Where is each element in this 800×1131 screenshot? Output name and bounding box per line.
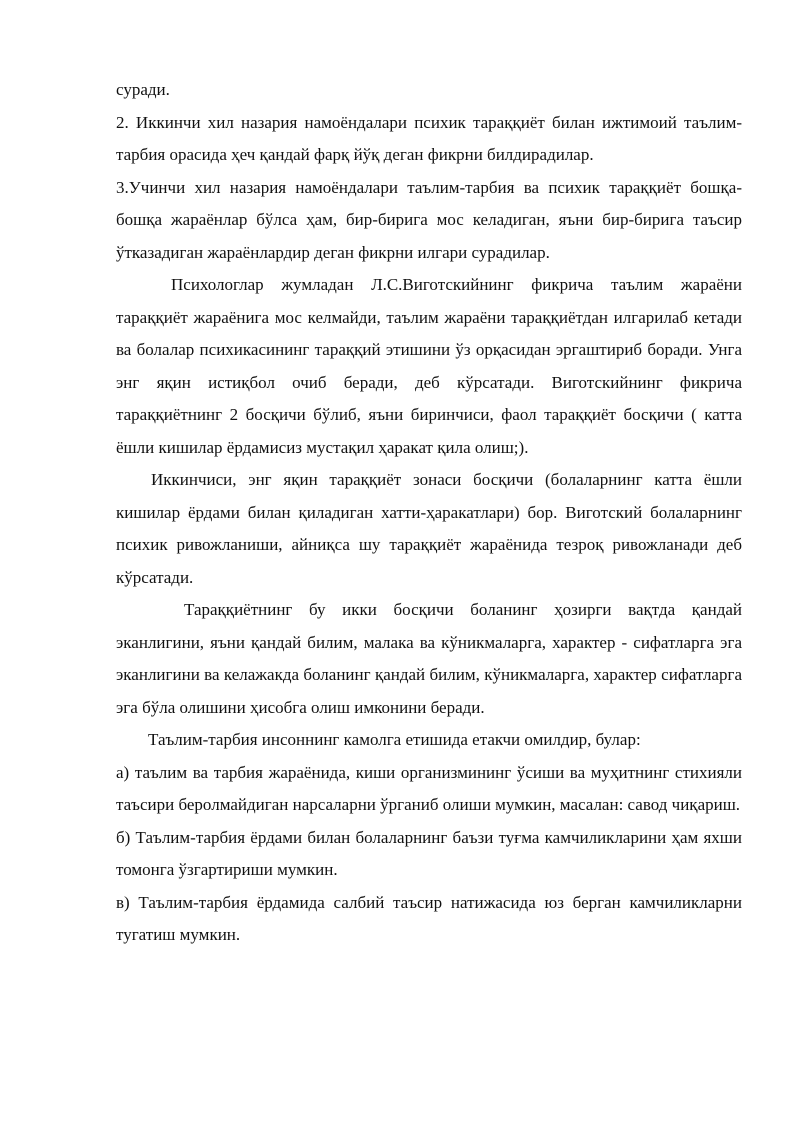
paragraph-vygotsky-view: Психологлар жумладан Л.С.Виготскийнинг фикрича таълим жараёни тараққиёт жараёнига мос келмайди, таълим жараёни тараққиётдан илгарилаб кетади ва болалар психикасининг тараққий этишини ўз орқасидан эргаштириб боради. Унга энг яқин истиқбол очиб беради, деб кўрсатади. Виготскийнинг фикрича тараққиётнинг 2 босқичи бўлиб, яъни биринчиси, фаол тараққиёт босқичи ( катта ёшли кишилар ёрдамисиз мустақил ҳаракат қила олиш;). [116, 275, 742, 457]
document-page [116, 74, 742, 952]
paragraph-education-leading-factor: Таълим-тарбия инсоннинг камолга етишида етакчи омилдир, булар: [148, 730, 641, 749]
paragraph-zone-of-proximal-development: Иккинчиси, энг яқин тараққиёт зонаси босқичи (болаларнинг катта ёшли кишилар ёрдами билан қиладиган хатти-ҳаракатлари) бор. Виготский болаларнинг психик ривожланиши, айниқса шу тараққиёт жараёнида тезроқ ривожланади деб кўрсатади. [116, 470, 742, 587]
paragraph-third-theory: 3.Учинчи хил назария намоёндалари таълим-тарбия ва психик тараққиёт бошқа-бошқа жараёнлар бўлса ҳам, бир-бирига мос келадиган, яъни бир-бирига таъсир ўтказадиган жараёнлардир деган фикрни илгари сурадилар. [116, 177, 742, 262]
list-item-a: а) таълим ва тарбия жараёнида, киши организмининг ўсиши ва муҳитнинг стихияли таъсири беролмайдиган нарсаларни ўрганиб олиши мумкин, масалан: савод чиқариш. [116, 762, 742, 814]
paragraph-two-stages: Тараққиётнинг бу икки босқичи боланинг ҳозирги вақтда қандай эканлигини, яъни қандай билим, малака ва кўникмаларга, характер - сифатларга эга эканлигини ва келажакда боланинг қандай билим, кўникмаларга, характер сифатларга эга бўла олишини ҳисобга олиш имконини беради. [116, 600, 742, 717]
list-item-b: б) Таълим-тарбия ёрдами билан болаларнинг баъзи туғма камчиликларини ҳам яхши томонга ўзгартириши мумкин. [116, 827, 742, 879]
list-item-v: в) Таълим-тарбия ёрдамида салбий таъсир натижасида юз берган камчиликларни тугатиш мумкин. [116, 892, 742, 944]
paragraph-continuation: суради. [116, 80, 170, 99]
paragraph-second-theory: 2. Иккинчи хил назария намоёндалари психик тараққиёт билан ижтимоий таълим-тарбия орасида ҳеч қандай фарқ йўқ деган фикрни билдирадилар. [116, 112, 742, 164]
